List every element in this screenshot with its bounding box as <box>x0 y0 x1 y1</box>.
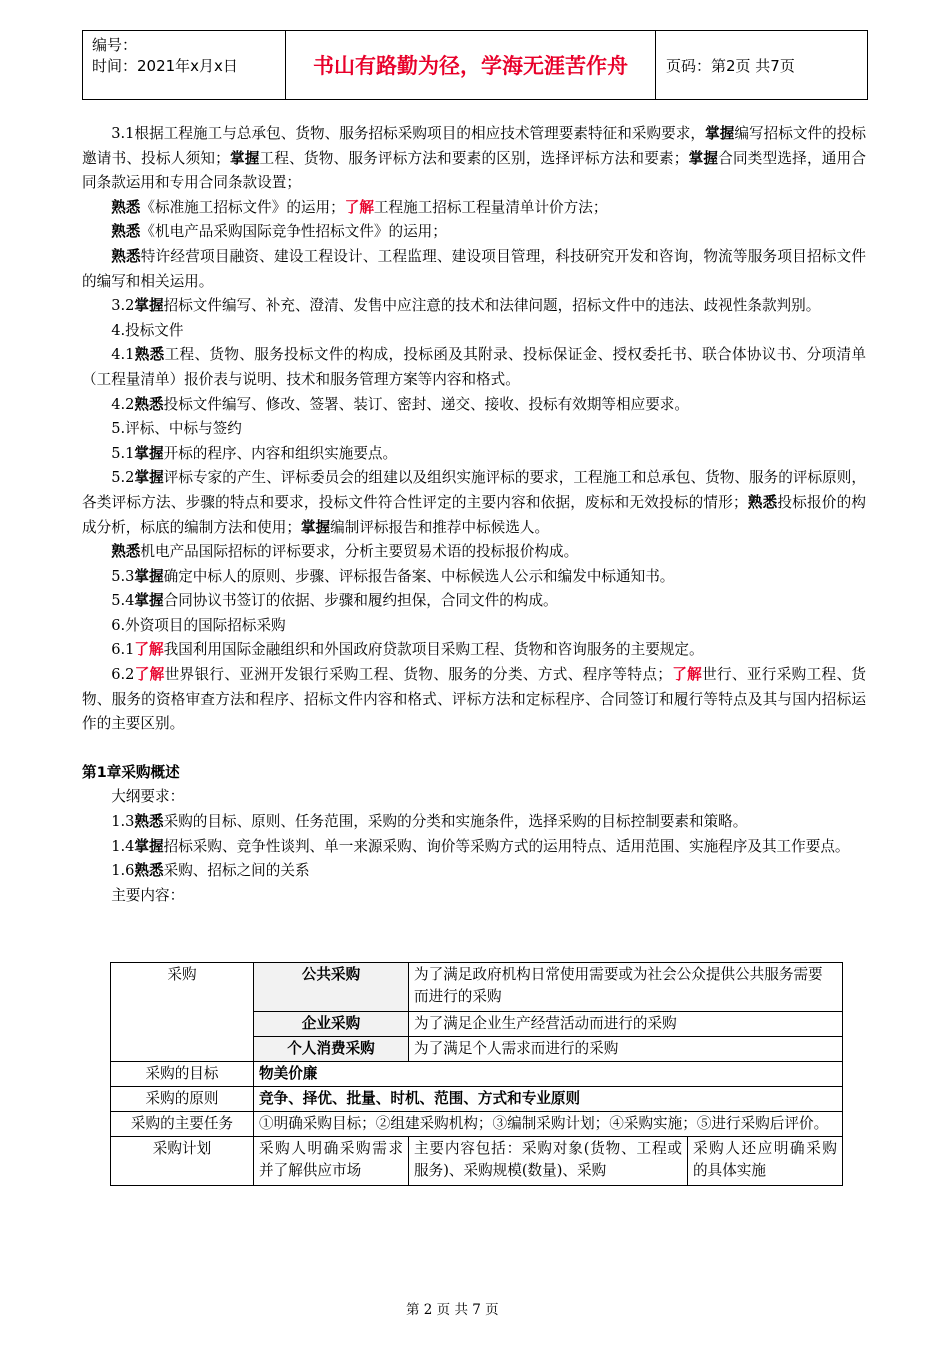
header-motto: 书山有路勤为径，学海无涯苦作舟 <box>286 31 656 99</box>
paragraph: 熟悉《机电产品采购国际竞争性招标文件》的运用； <box>111 223 447 241</box>
paragraph: 5.4掌握合同协议书签订的依据、步骤和履约担保，合同文件的构成。 <box>111 592 558 610</box>
table-cell <box>688 1137 843 1186</box>
paragraph: 1.4掌握招标采购、竞争性谈判、单一来源采购、询价等采购方式的运用特点、适用范围、实施程序及其工作要点。 <box>111 837 850 855</box>
paragraph: 主要内容： <box>111 886 185 904</box>
table-cell: 物美价廉 <box>254 1062 843 1087</box>
paragraph: 熟悉机电产品国际招标的评标要求，分析主要贸易术语的投标报价构成。 <box>111 543 579 561</box>
table-cell: 企业采购 <box>254 1012 409 1037</box>
table-row <box>111 1087 843 1112</box>
table-cell: 个人消费采购 <box>254 1037 409 1062</box>
table-cell: 为了满足企业生产经营活动而进行的采购 <box>409 1012 843 1037</box>
main-content <box>82 122 866 908</box>
table-cell <box>409 1137 688 1186</box>
cell-text: 采购人还应明确采购的具体实施 <box>693 1140 838 1179</box>
section-heading: 6.外资项目的国际招标采购 <box>111 616 286 634</box>
paragraph: 熟悉《标准施工招标文件》的运用；了解工程施工招标工程量清单计价方法； <box>111 198 608 216</box>
paragraph: 4.2熟悉投标文件编写、修改、签署、装订、密封、递交、接收、投标有效期等相应要求。 <box>111 395 689 413</box>
paragraph: 5.2掌握评标专家的产生、评标委员会的组建以及组织实施评标的要求，工程施工和总承包、货物、服务的评标原则，各类评标方法、步骤的特点和要求，投标文件符合性评定的主要内容和依据，废标和无效投标的情形；熟悉投标报价的构成分析，标底的编制方法和使用；掌握编制评标报告和推荐中标候选人。 <box>82 469 866 536</box>
paragraph: 5.3掌握确定中标人的原则、步骤、评标报告备案、中标候选人公示和编发中标通知书。 <box>111 567 675 585</box>
document-number-label: 编号： <box>92 36 138 54</box>
paragraph: 大纲要求： <box>111 788 185 806</box>
paragraph: 3.1根据工程施工与总承包、货物、服务招标采购项目的相应技术管理要素特征和采购要求，掌握编写招标文件的投标邀请书、投标人须知；掌握工程、货物、服务评标方法和要素的区别，选择评标方法和要素；掌握合同类型选择，通用合同条款运用和专用合同条款设置； <box>82 125 866 192</box>
page-footer: 第 2 页 共 7 页 <box>406 1302 499 1318</box>
paragraph: 4.1熟悉工程、货物、服务投标文件的构成，投标函及其附录、投标保证金、授权委托书、联合体协议书、分项清单（工程量清单）报价表与说明、技术和服务管理方案等内容和格式。 <box>82 346 866 388</box>
table-cell: 采购计划 <box>111 1137 254 1186</box>
paragraph: 1.6熟悉采购、招标之间的关系 <box>111 862 310 880</box>
table-cell <box>254 1137 409 1186</box>
table-cell: 公共采购 <box>254 963 409 1012</box>
table-row <box>111 1112 843 1137</box>
cell-text: 主要内容包括：采购对象(货物、工程或服务)、采购规模(数量)、采购 <box>414 1140 682 1179</box>
procurement-table <box>110 962 843 1186</box>
table-cell: 为了满足政府机构日常使用需要或为社会公众提供公共服务需要而进行的采购 <box>409 963 843 1012</box>
table-cell: 竞争、择优、批量、时机、范围、方式和专业原则 <box>254 1087 843 1112</box>
header-meta <box>83 31 286 99</box>
table-cell: 采购的目标 <box>111 1062 254 1087</box>
table-row <box>111 1062 843 1087</box>
paragraph: 5.1掌握开标的程序、内容和组织实施要点。 <box>111 444 398 462</box>
section-heading: 4.投标文件 <box>111 321 184 339</box>
document-date: 时间：2021年x月x日 <box>92 57 238 75</box>
table-cell: 为了满足个人需求而进行的采购 <box>409 1037 843 1062</box>
table-cell: 采购 <box>111 963 254 1062</box>
table-cell: ①明确采购目标；②组建采购机构；③编制采购计划；④采购实施；⑤进行采购后评价。 <box>254 1112 843 1137</box>
paragraph: 3.2掌握招标文件编写、补充、澄清、发售中应注意的技术和法律问题，招标文件中的违法、歧视性条款判别。 <box>111 297 821 315</box>
table-row <box>111 1137 843 1186</box>
section-heading: 5.评标、中标与签约 <box>111 420 242 438</box>
paragraph: 6.2了解世界银行、亚洲开发银行采购工程、货物、服务的分类、方式、程序等特点；了解世行、亚行采购工程、货物、服务的资格审查方法和程序、招标文件内容和格式、评标方法和定标程序、合同签订和履行等特点及其与国内招标运作的主要区别。 <box>82 666 866 733</box>
table-row <box>111 963 843 1012</box>
paragraph: 6.1了解我国利用国际金融组织和外国政府贷款项目采购工程、货物和咨询服务的主要规定。 <box>111 641 704 659</box>
spacer <box>82 737 866 761</box>
cell-text: 采购人明确采购需求并了解供应市场 <box>259 1140 403 1179</box>
page-header <box>82 30 868 100</box>
header-page-number: 页码：第2页 共7页 <box>666 56 795 75</box>
paragraph: 1.3熟悉采购的目标、原则、任务范围，采购的分类和实施条件，选择采购的目标控制要素和策略。 <box>111 813 748 831</box>
paragraph: 熟悉特许经营项目融资、建设工程设计、工程监理、建设项目管理，科技研究开发和咨询，物流等服务项目招标文件的编写和相关运用。 <box>82 247 866 290</box>
table-cell: 采购的原则 <box>111 1087 254 1112</box>
table-cell: 采购的主要任务 <box>111 1112 254 1137</box>
chapter-title: 第1章采购概述 <box>82 763 180 781</box>
